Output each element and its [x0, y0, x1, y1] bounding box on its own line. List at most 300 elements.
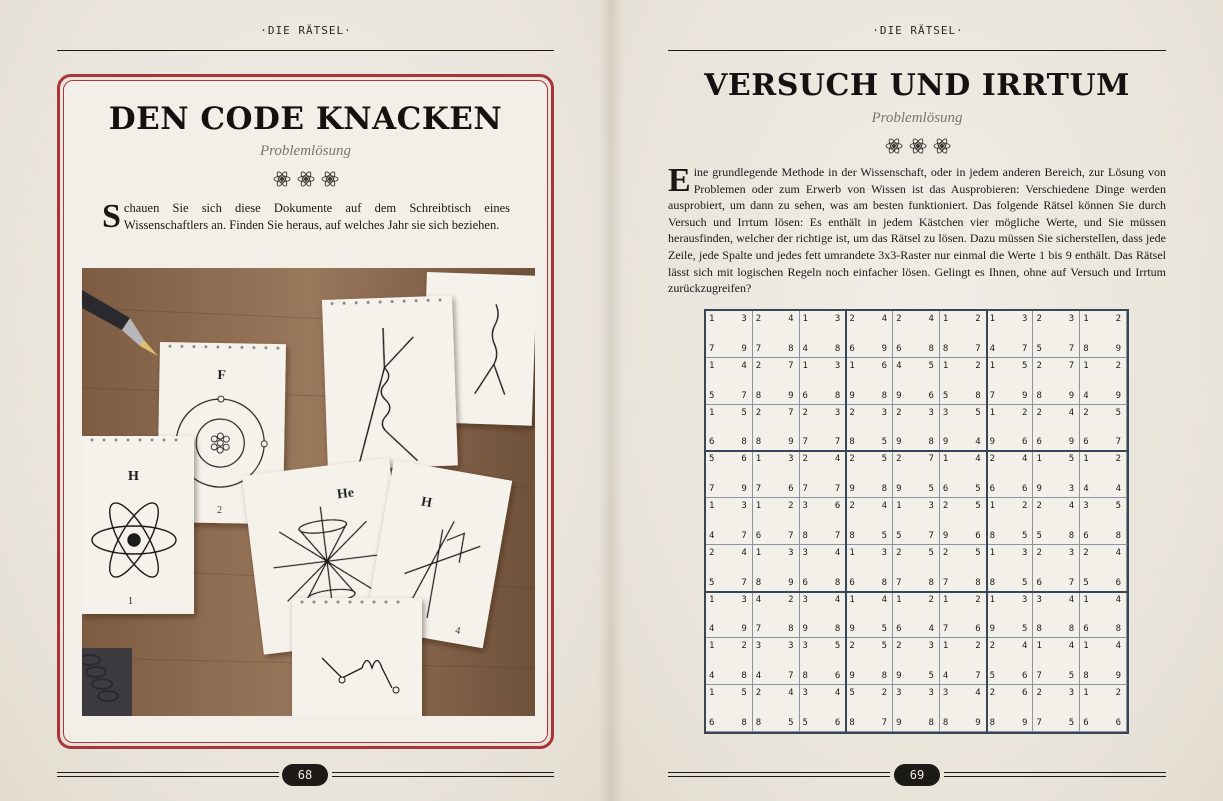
sudoku-candidate: 8: [989, 717, 996, 728]
sudoku-candidate: 8: [788, 624, 794, 635]
sudoku-cell: [800, 498, 847, 545]
sudoku-candidate: 4: [834, 594, 841, 605]
sudoku-cell: [1033, 451, 1080, 498]
sudoku-candidate: 7: [802, 437, 808, 448]
sudoku-cell: [940, 405, 987, 452]
sudoku-cell: [706, 638, 753, 685]
sudoku-candidate: 3: [1022, 594, 1028, 605]
sudoku-candidate: 1: [1036, 641, 1042, 652]
sudoku-candidate: 6: [1022, 437, 1028, 448]
sudoku-candidate: 9: [975, 717, 981, 728]
sudoku-cell: [800, 311, 847, 358]
right-page-subtitle: Problemlösung: [871, 110, 963, 126]
sudoku-cell: [706, 592, 753, 639]
sudoku-cell: [706, 311, 753, 358]
sudoku-candidate: 7: [896, 577, 902, 588]
sudoku-cell: [800, 592, 847, 639]
sudoku-candidate: 3: [928, 501, 934, 512]
book-gutter: [598, 0, 624, 801]
sudoku-cell: [893, 545, 940, 592]
sudoku-candidate: 4: [1068, 594, 1075, 605]
sudoku-candidate: 7: [1022, 343, 1028, 354]
sudoku-cell: [706, 451, 753, 498]
sudoku-candidate: 2: [896, 547, 902, 558]
sudoku-candidate: 5: [942, 390, 949, 401]
sudoku-candidate: 8: [1083, 343, 1089, 354]
sudoku-candidate: 4: [975, 454, 981, 465]
sudoku-candidate: 1: [942, 314, 949, 324]
sudoku-candidate: 7: [741, 530, 747, 541]
sudoku-candidate: 4: [975, 688, 981, 699]
right-footer-rule-left: [668, 772, 890, 777]
sudoku-cell: [893, 685, 940, 732]
sudoku-candidate: 1: [1083, 360, 1089, 371]
sudoku-candidate: 8: [755, 390, 762, 401]
sudoku-cell: [753, 592, 800, 639]
sudoku-candidate: 7: [709, 484, 715, 495]
sudoku-candidate: 7: [1036, 717, 1042, 728]
left-page-title: DEN CODE KNACKEN: [108, 101, 503, 137]
sudoku-candidate: 3: [1036, 594, 1042, 605]
sudoku-cell: [753, 311, 800, 358]
sudoku-candidate: 8: [755, 437, 762, 448]
sudoku-cell: [987, 685, 1034, 732]
sudoku-candidate: 5: [989, 671, 996, 682]
sudoku-candidate: 4: [802, 343, 808, 354]
sudoku-candidate: 7: [942, 577, 949, 588]
sudoku-candidate: 4: [834, 547, 841, 558]
sudoku-candidate: 4: [989, 343, 996, 354]
sudoku-cell: [987, 358, 1034, 405]
sudoku-candidate: 4: [788, 688, 794, 699]
sudoku-cell: [893, 498, 940, 545]
sudoku-candidate: 5: [788, 717, 794, 728]
sudoku-cell: [846, 638, 893, 685]
sudoku-candidate: 6: [1083, 530, 1089, 541]
sudoku-candidate: 5: [881, 437, 888, 448]
sudoku-candidate: 7: [741, 577, 747, 588]
right-head-rule: [668, 50, 1166, 51]
sudoku-candidate: 2: [755, 314, 762, 324]
sudoku-candidate: 1: [755, 501, 762, 512]
sudoku-candidate: 9: [849, 624, 855, 635]
sudoku-cell: [987, 498, 1034, 545]
sudoku-candidate: 8: [1068, 624, 1075, 635]
sudoku-candidate: 7: [834, 530, 841, 541]
sudoku-candidate: 3: [834, 314, 841, 324]
sudoku-candidate: 4: [1115, 594, 1121, 605]
sudoku-candidate: 8: [849, 437, 855, 448]
sudoku-candidate: 5: [1022, 577, 1028, 588]
sudoku-candidate: 2: [1083, 407, 1089, 418]
atom-ornament-icon: [271, 170, 341, 188]
sudoku-candidate: 5: [1022, 624, 1028, 635]
sudoku-candidate: 6: [834, 671, 841, 682]
sudoku-candidate: 2: [1022, 501, 1028, 512]
sudoku-candidate: 4: [1022, 454, 1028, 465]
sudoku-candidate: 8: [834, 390, 841, 401]
sudoku-cell: [987, 311, 1034, 358]
sudoku-candidate: 8: [834, 624, 841, 635]
sudoku-cell: [846, 592, 893, 639]
sudoku-candidate: 4: [788, 314, 794, 324]
sudoku-candidate: 8: [741, 437, 747, 448]
sudoku-candidate: 1: [942, 641, 949, 652]
sudoku-candidate: 3: [802, 547, 808, 558]
sudoku-candidate: 4: [1115, 641, 1121, 652]
card-h4-label: H: [419, 494, 434, 512]
sudoku-candidate: 8: [834, 343, 841, 354]
sudoku-candidate: 1: [1083, 454, 1089, 465]
sudoku-candidate: 5: [896, 530, 902, 541]
notebook-spiral-icon: [82, 648, 132, 716]
sudoku-candidate: 2: [849, 501, 855, 512]
sudoku-candidate: 2: [989, 688, 996, 699]
sudoku-candidate: 2: [975, 360, 981, 371]
sudoku-candidate: 9: [989, 437, 996, 448]
sudoku-candidate: 1: [989, 407, 996, 418]
sudoku-candidate: 8: [881, 671, 888, 682]
sudoku-cell: [706, 685, 753, 732]
sudoku-candidate: 6: [896, 624, 902, 635]
sudoku-cell: [846, 358, 893, 405]
sudoku-cell: [706, 405, 753, 452]
sudoku-cell: [893, 358, 940, 405]
sudoku-candidate: 9: [788, 390, 794, 401]
sudoku-candidate: 9: [896, 484, 902, 495]
sudoku-candidate: 4: [896, 360, 902, 371]
sudoku-candidate: 6: [834, 501, 841, 512]
sudoku-cell: [846, 311, 893, 358]
sudoku-candidate: 1: [709, 314, 715, 324]
sudoku-candidate: 2: [942, 547, 949, 558]
sudoku-candidate: 2: [1083, 547, 1089, 558]
right-page-title: VERSUCH UND IRRTUM: [704, 68, 1130, 103]
sudoku-candidate: 5: [975, 501, 981, 512]
sudoku-candidate: 2: [989, 454, 996, 465]
sudoku-candidate: 4: [1068, 407, 1075, 418]
sudoku-box-divider: [706, 591, 1127, 593]
sudoku-candidate: 6: [881, 360, 888, 371]
sudoku-candidate: 7: [928, 530, 934, 541]
sudoku-candidate: 7: [1068, 343, 1075, 354]
sudoku-candidate: 5: [975, 484, 981, 495]
sudoku-candidate: 9: [741, 624, 747, 635]
right-atom-ornament-icon: [883, 137, 953, 155]
sudoku-candidate: 8: [928, 437, 934, 448]
sudoku-candidate: 3: [881, 407, 888, 418]
sudoku-cell: [893, 592, 940, 639]
sudoku-candidate: 2: [788, 501, 794, 512]
card-f-number: 2: [216, 505, 223, 517]
sudoku-candidate: 2: [1036, 547, 1042, 558]
sudoku-candidate: 3: [1083, 501, 1089, 512]
sudoku-candidate: 9: [849, 484, 855, 495]
sudoku-candidate: 1: [802, 314, 808, 324]
left-head-rule: [57, 50, 554, 51]
sudoku-candidate: 3: [881, 547, 888, 558]
sudoku-candidate: 6: [989, 484, 996, 495]
left-intro-text: chauen Sie sich diese Dokumente auf dem Schreibtisch eines Wissenschaftlers an. Finden Sie heraus, auf welches Jahr sie sich beziehen.: [123, 201, 510, 232]
desk-illustration: [82, 268, 535, 716]
right-intro-paragraph: [668, 164, 1166, 297]
sudoku-candidate: 4: [1083, 484, 1089, 495]
sudoku-candidate: 7: [834, 437, 841, 448]
sudoku-candidate: 1: [896, 501, 902, 512]
sudoku-cell: [706, 498, 753, 545]
left-page-subtitle: Problemlösung: [259, 143, 352, 159]
sudoku-candidate: 5: [975, 547, 981, 558]
sudoku-cell: [987, 638, 1034, 685]
sudoku-candidate: 5: [1068, 671, 1075, 682]
sudoku-candidate: 7: [788, 360, 794, 371]
sudoku-cell: [940, 638, 987, 685]
sudoku-candidate: 5: [1036, 343, 1042, 354]
sudoku-candidate: 9: [881, 343, 888, 354]
sudoku-candidate: 9: [896, 437, 902, 448]
sudoku-candidate: 2: [802, 454, 808, 465]
right-page-number: 69: [894, 764, 940, 786]
sudoku-candidate: 2: [849, 407, 855, 418]
sudoku-candidate: 2: [1115, 454, 1121, 465]
sudoku-candidate: 7: [1115, 437, 1121, 448]
sudoku-candidate: 5: [928, 360, 934, 371]
sudoku-candidate: 7: [975, 671, 981, 682]
sudoku-candidate: 8: [942, 717, 949, 728]
sudoku-candidate: 1: [709, 688, 715, 699]
sudoku-candidate: 6: [1022, 484, 1028, 495]
sudoku-candidate: 3: [1022, 547, 1028, 558]
sudoku-candidate: 2: [755, 360, 762, 371]
sudoku-cell: [987, 592, 1034, 639]
sudoku-candidate: 9: [788, 577, 794, 588]
sudoku-candidate: 4: [1115, 547, 1121, 558]
sudoku-cell: [1080, 498, 1127, 545]
sudoku-cell: [1080, 311, 1127, 358]
sudoku-candidate: 4: [881, 594, 888, 605]
sudoku-candidate: 9: [802, 624, 808, 635]
sudoku-candidate: 3: [788, 641, 794, 652]
sudoku-candidate: 3: [741, 314, 747, 324]
sudoku-candidate: 8: [989, 530, 996, 541]
sudoku-candidate: 1: [1083, 641, 1089, 652]
sudoku-candidate: 3: [802, 501, 808, 512]
sudoku-candidate: 5: [1115, 407, 1121, 418]
sudoku-candidate: 7: [942, 624, 949, 635]
sudoku-cell: [800, 545, 847, 592]
sudoku-candidate: 7: [881, 717, 888, 728]
sudoku-candidate: 2: [1115, 360, 1121, 371]
sudoku-candidate: 1: [942, 360, 949, 371]
left-dropcap: S: [102, 198, 121, 235]
sudoku-candidate: 1: [709, 594, 715, 605]
sudoku-candidate: 1: [1036, 454, 1042, 465]
sudoku-candidate: 2: [896, 407, 902, 418]
sudoku-candidate: 4: [928, 314, 934, 324]
sudoku-candidate: 6: [928, 390, 934, 401]
sudoku-cell: [1033, 685, 1080, 732]
sudoku-candidate: 3: [896, 688, 902, 699]
sudoku-cell: [706, 545, 753, 592]
sudoku-candidate: 8: [741, 717, 747, 728]
sudoku-cell: [893, 311, 940, 358]
sudoku-candidate: 6: [1083, 624, 1089, 635]
sudoku-candidate: 7: [834, 484, 841, 495]
sudoku-candidate: 4: [1068, 501, 1075, 512]
sudoku-candidate: 1: [709, 641, 715, 652]
sudoku-candidate: 3: [755, 641, 762, 652]
sudoku-candidate: 2: [1115, 688, 1121, 699]
sudoku-candidate: 4: [881, 314, 888, 324]
sudoku-candidate: 2: [896, 314, 902, 324]
sudoku-candidate: 5: [1036, 530, 1042, 541]
sudoku-candidate: 8: [928, 343, 934, 354]
sudoku-cell: [1033, 498, 1080, 545]
sudoku-candidate: 1: [1083, 314, 1089, 324]
sudoku-candidate: 8: [849, 717, 855, 728]
sudoku-candidate: 3: [741, 594, 747, 605]
sudoku-candidate: 7: [788, 530, 794, 541]
sudoku-candidate: 8: [1083, 671, 1089, 682]
sudoku-candidate: 1: [1083, 594, 1089, 605]
sudoku-candidate: 9: [989, 624, 996, 635]
card-he-label: He: [336, 485, 355, 503]
sudoku-candidate: 4: [709, 671, 715, 682]
sudoku-candidate: 6: [741, 454, 747, 465]
sudoku-candidate: 9: [1022, 717, 1028, 728]
sudoku-candidate: 5: [1083, 577, 1089, 588]
sudoku-candidate: 7: [975, 343, 981, 354]
sudoku-candidate: 2: [788, 594, 794, 605]
sudoku-candidate: 5: [741, 407, 747, 418]
sudoku-candidate: 6: [849, 343, 855, 354]
sudoku-candidate: 9: [1068, 437, 1075, 448]
sudoku-candidate: 6: [834, 717, 841, 728]
sudoku-candidate: 1: [709, 407, 715, 418]
right-footer-rule-right: [944, 772, 1166, 777]
sudoku-cell: [753, 451, 800, 498]
sudoku-candidate: 5: [881, 624, 888, 635]
sudoku-candidate: 6: [709, 717, 715, 728]
sudoku-candidate: 9: [788, 437, 794, 448]
sudoku-candidate: 4: [975, 437, 981, 448]
sudoku-candidate: 3: [1068, 688, 1075, 699]
sudoku-candidate: 5: [709, 390, 715, 401]
sudoku-box-divider: [845, 311, 847, 732]
sudoku-candidate: 3: [802, 688, 808, 699]
sudoku-candidate: 4: [881, 501, 888, 512]
sudoku-candidate: 2: [1036, 314, 1042, 324]
sudoku-candidate: 1: [849, 360, 855, 371]
sudoku-cell: [800, 638, 847, 685]
sudoku-cell: [753, 358, 800, 405]
sudoku-candidate: 2: [1036, 501, 1042, 512]
sudoku-candidate: 2: [802, 407, 808, 418]
sudoku-candidate: 6: [802, 577, 808, 588]
sudoku-cell: [800, 405, 847, 452]
sudoku-cell: [753, 638, 800, 685]
sudoku-candidate: 8: [755, 577, 762, 588]
sudoku-candidate: 7: [755, 624, 762, 635]
sudoku-candidate: 6: [942, 484, 949, 495]
sudoku-candidate: 8: [881, 390, 888, 401]
sudoku-candidate: 6: [975, 530, 981, 541]
sudoku-candidate: 5: [881, 641, 888, 652]
sudoku-candidate: 9: [896, 717, 902, 728]
card-h4-number: 4: [454, 625, 462, 638]
sudoku-cell: [940, 592, 987, 639]
sudoku-candidate: 2: [975, 641, 981, 652]
sudoku-candidate: 3: [1068, 484, 1075, 495]
sudoku-candidate: 7: [755, 484, 762, 495]
sudoku-candidate: 3: [788, 547, 794, 558]
sudoku-candidate: 4: [741, 360, 747, 371]
sudoku-cell: [846, 685, 893, 732]
sudoku-grid: [704, 309, 1129, 734]
sudoku-candidate: 6: [1022, 688, 1028, 699]
sudoku-cell: [1033, 405, 1080, 452]
sudoku-candidate: 4: [928, 624, 934, 635]
sudoku-candidate: 5: [881, 530, 888, 541]
left-running-head: ·DIE RÄTSEL·: [260, 24, 352, 37]
sudoku-candidate: 2: [975, 314, 981, 324]
sudoku-candidate: 1: [989, 594, 996, 605]
sudoku-candidate: 5: [1022, 530, 1028, 541]
sudoku-candidate: 3: [788, 454, 794, 465]
sudoku-cell: [1080, 545, 1127, 592]
sudoku-candidate: 2: [881, 688, 888, 699]
sudoku-candidate: 4: [1083, 390, 1089, 401]
sudoku-candidate: 1: [709, 501, 715, 512]
sudoku-box-divider: [706, 450, 1127, 452]
sudoku-candidate: 6: [1115, 577, 1121, 588]
sudoku-candidate: 2: [1022, 407, 1028, 418]
sudoku-cell: [800, 685, 847, 732]
sudoku-candidate: 9: [1036, 484, 1042, 495]
sudoku-candidate: 2: [755, 688, 762, 699]
sudoku-cell: [940, 685, 987, 732]
sudoku-candidate: 5: [928, 547, 934, 558]
sudoku-candidate: 1: [755, 547, 762, 558]
sudoku-candidate: 8: [834, 577, 841, 588]
sudoku-cell: [1033, 545, 1080, 592]
sudoku-candidate: 1: [896, 594, 902, 605]
sudoku-candidate: 2: [1036, 407, 1042, 418]
sudoku-cell: [800, 358, 847, 405]
sudoku-candidate: 1: [709, 360, 715, 371]
sudoku-candidate: 2: [849, 641, 855, 652]
sudoku-candidate: 3: [802, 594, 808, 605]
sudoku-candidate: 9: [1068, 390, 1075, 401]
sudoku-candidate: 9: [849, 671, 855, 682]
sudoku-candidate: 9: [942, 530, 949, 541]
sudoku-candidate: 1: [802, 360, 808, 371]
sudoku-candidate: 4: [755, 671, 762, 682]
sudoku-cell: [940, 358, 987, 405]
sudoku-candidate: 8: [975, 390, 981, 401]
sudoku-candidate: 3: [834, 360, 841, 371]
sudoku-cell: [940, 311, 987, 358]
right-running-head: ·DIE RÄTSEL·: [872, 24, 964, 37]
sudoku-candidate: 2: [975, 594, 981, 605]
sudoku-cell: [893, 405, 940, 452]
sudoku-candidate: 6: [1036, 577, 1042, 588]
sudoku-cell: [846, 545, 893, 592]
sudoku-candidate: 5: [709, 454, 715, 465]
sudoku-candidate: 6: [709, 437, 715, 448]
card-h1-label: H: [128, 469, 139, 484]
sudoku-candidate: 7: [1068, 360, 1075, 371]
